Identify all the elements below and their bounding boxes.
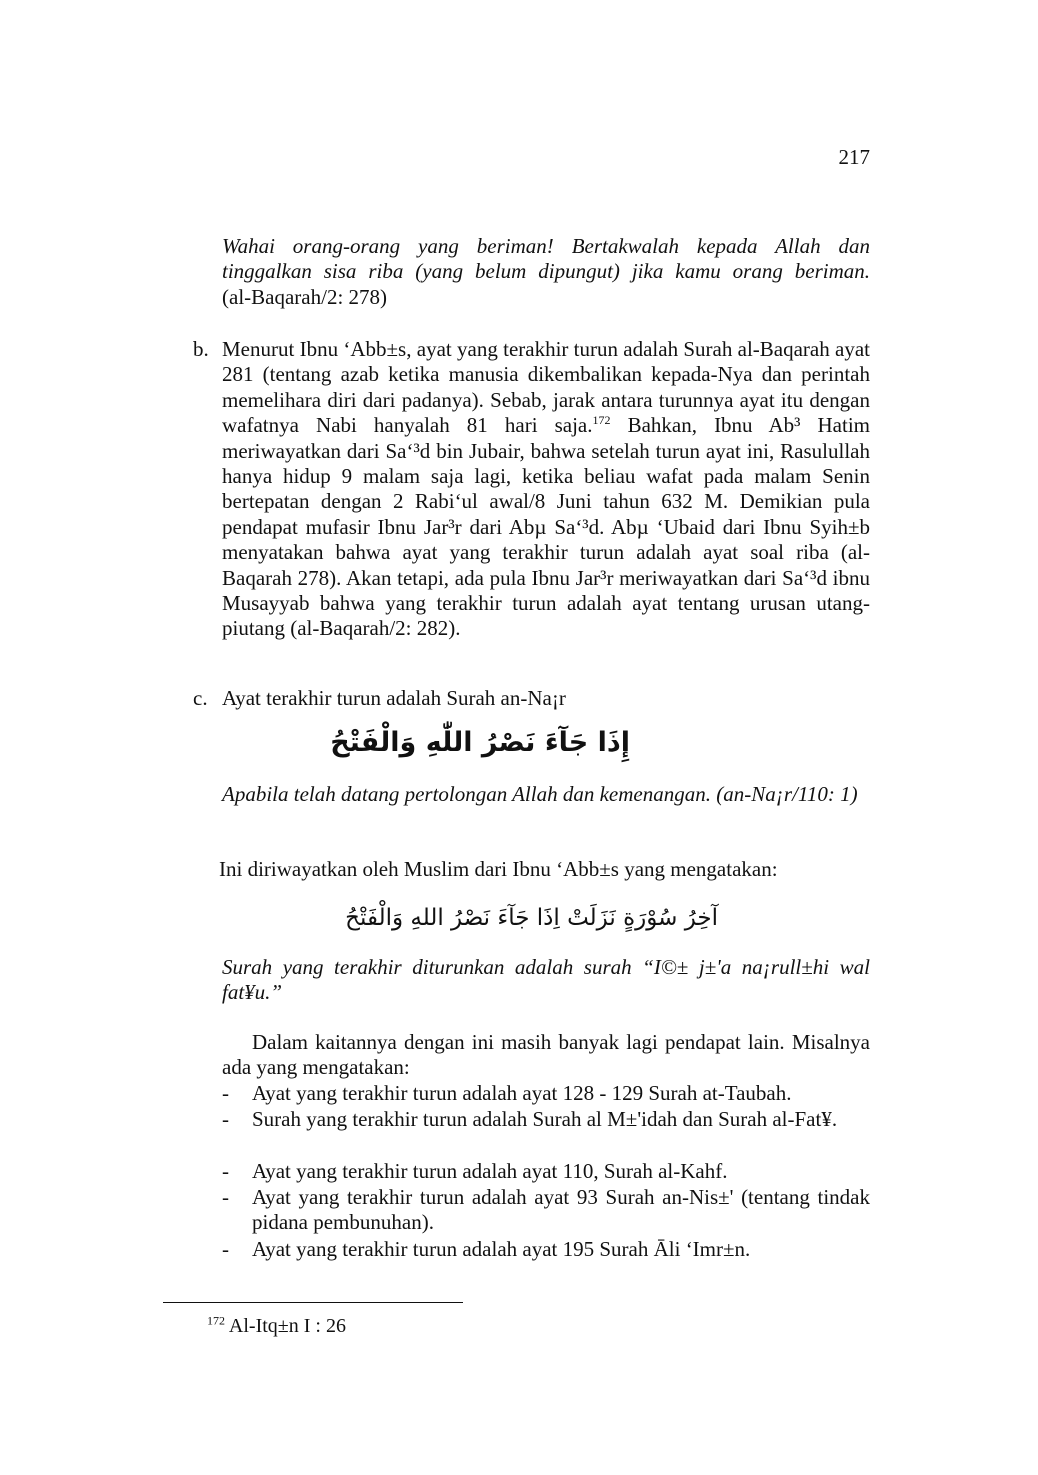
footnote-separator — [163, 1302, 463, 1303]
item-b-paragraph — [222, 337, 870, 642]
list-bullet: - — [222, 1159, 229, 1183]
footnote-number: 172 — [207, 1313, 225, 1328]
item-c-label: c. — [193, 686, 208, 710]
arabic-verse-an-nasr: إِذَا جَآءَ نَصْرُ اللّٰهِ وَالْفَتْحُ — [330, 727, 630, 758]
narration-translation: Surah yang terakhir diturunkan adalah surah “I©± j±'a na¡rull±hi wal fat¥u.” — [222, 955, 870, 1005]
item-b-text-part-1: Menurut Ibnu ‘Abb±s, ayat yang terakhir turun adalah Surah al-Baqarah ayat 281 (tentang azab ketika manusia dikembalikan kepada-Nya dan perintah memelihara diri dari padanya). Sebab, jarak antara turunnya ayat itu dengan wafatnya Nabi hanyalah 81 hari saja. — [222, 337, 870, 438]
quote-translation-line-1: Wahai orang-orang yang beriman! Bertakwalah kepada Allah dan — [222, 234, 870, 258]
list-bullet: - — [222, 1081, 229, 1105]
list-bullet: - — [222, 1107, 229, 1131]
list-item: Ayat yang terakhir turun adalah ayat 128 - 129 Surah at-Taubah. — [252, 1081, 792, 1105]
footnote-text: Al-Itq±n I : 26 — [228, 1315, 346, 1337]
item-c-text: Ayat terakhir turun adalah Surah an-Na¡r — [222, 686, 566, 710]
list-item: Surah yang terakhir turun adalah Surah al M±'idah dan Surah al-Fat¥. — [252, 1107, 838, 1131]
footnote-ref-172: 172 — [592, 413, 611, 428]
page-number: 217 — [838, 145, 870, 169]
list-item: Ayat yang terakhir turun adalah ayat 195 Surah Āli ‘Imr±n. — [252, 1237, 751, 1261]
item-b-label: b. — [193, 337, 209, 361]
arabic-narration: آخِرُ سُوْرَةٍ نَزَلَتْ اِذَا جَآءَ نَصْرُ اللهِ وَالْفَتْحُ — [345, 905, 718, 931]
list-item: Ayat yang terakhir turun adalah ayat 110, Surah al-Kahf. — [252, 1159, 728, 1183]
list-bullet: - — [222, 1185, 229, 1209]
narration-intro: Ini diriwayatkan oleh Muslim dari Ibnu ‘Abb±s yang mengatakan: — [219, 857, 778, 881]
quote-reference: (al-Baqarah/2: 278) — [222, 285, 388, 309]
list-item: Ayat yang terakhir turun adalah ayat 93 Surah an-Nis±' (tentang tindak pidana pembunuhan). — [252, 1185, 870, 1235]
quote-translation-line-2: tinggalkan sisa riba (yang belum dipungut) jika kamu orang beriman. — [222, 259, 870, 283]
item-b-text-part-2: Bahkan, Ibnu Ab³ Hatim meriwayatkan dari Sa‘³d bin Jubair, bahwa setelah turun ayat ini, Rasulullah hanya hidup 9 malam saja lagi, ketika beliau wafat pada malam Senin bertepatan dengan 2 Rabi‘ul awal/8 Juni tahun 632 M. Demikian pula pendapat mufasir Ibnu Jar³r dari Abµ Sa‘³d. Abµ ‘Ubaid dari Ibnu Syih±b menyatakan bahwa ayat yang terakhir turun adalah ayat soal riba (al-Baqarah 278). Akan tetapi, ada pula Ibnu Jar³r meriwayatkan dari Sa‘³d ibnu Musayyab bahwa yang terakhir turun adalah ayat tentang urusan utang-piutang (al-Baqarah/2: 282). — [222, 413, 871, 641]
list-bullet: - — [222, 1237, 229, 1261]
paragraph-other-opinions: Dalam kaitannya dengan ini masih banyak lagi pendapat lain. Misalnya ada yang mengatakan: — [222, 1030, 870, 1080]
item-c-translation: Apabila telah datang pertolongan Allah dan kemenangan. (an-Na¡r/110: 1) — [222, 782, 858, 806]
footnote — [207, 1315, 346, 1338]
